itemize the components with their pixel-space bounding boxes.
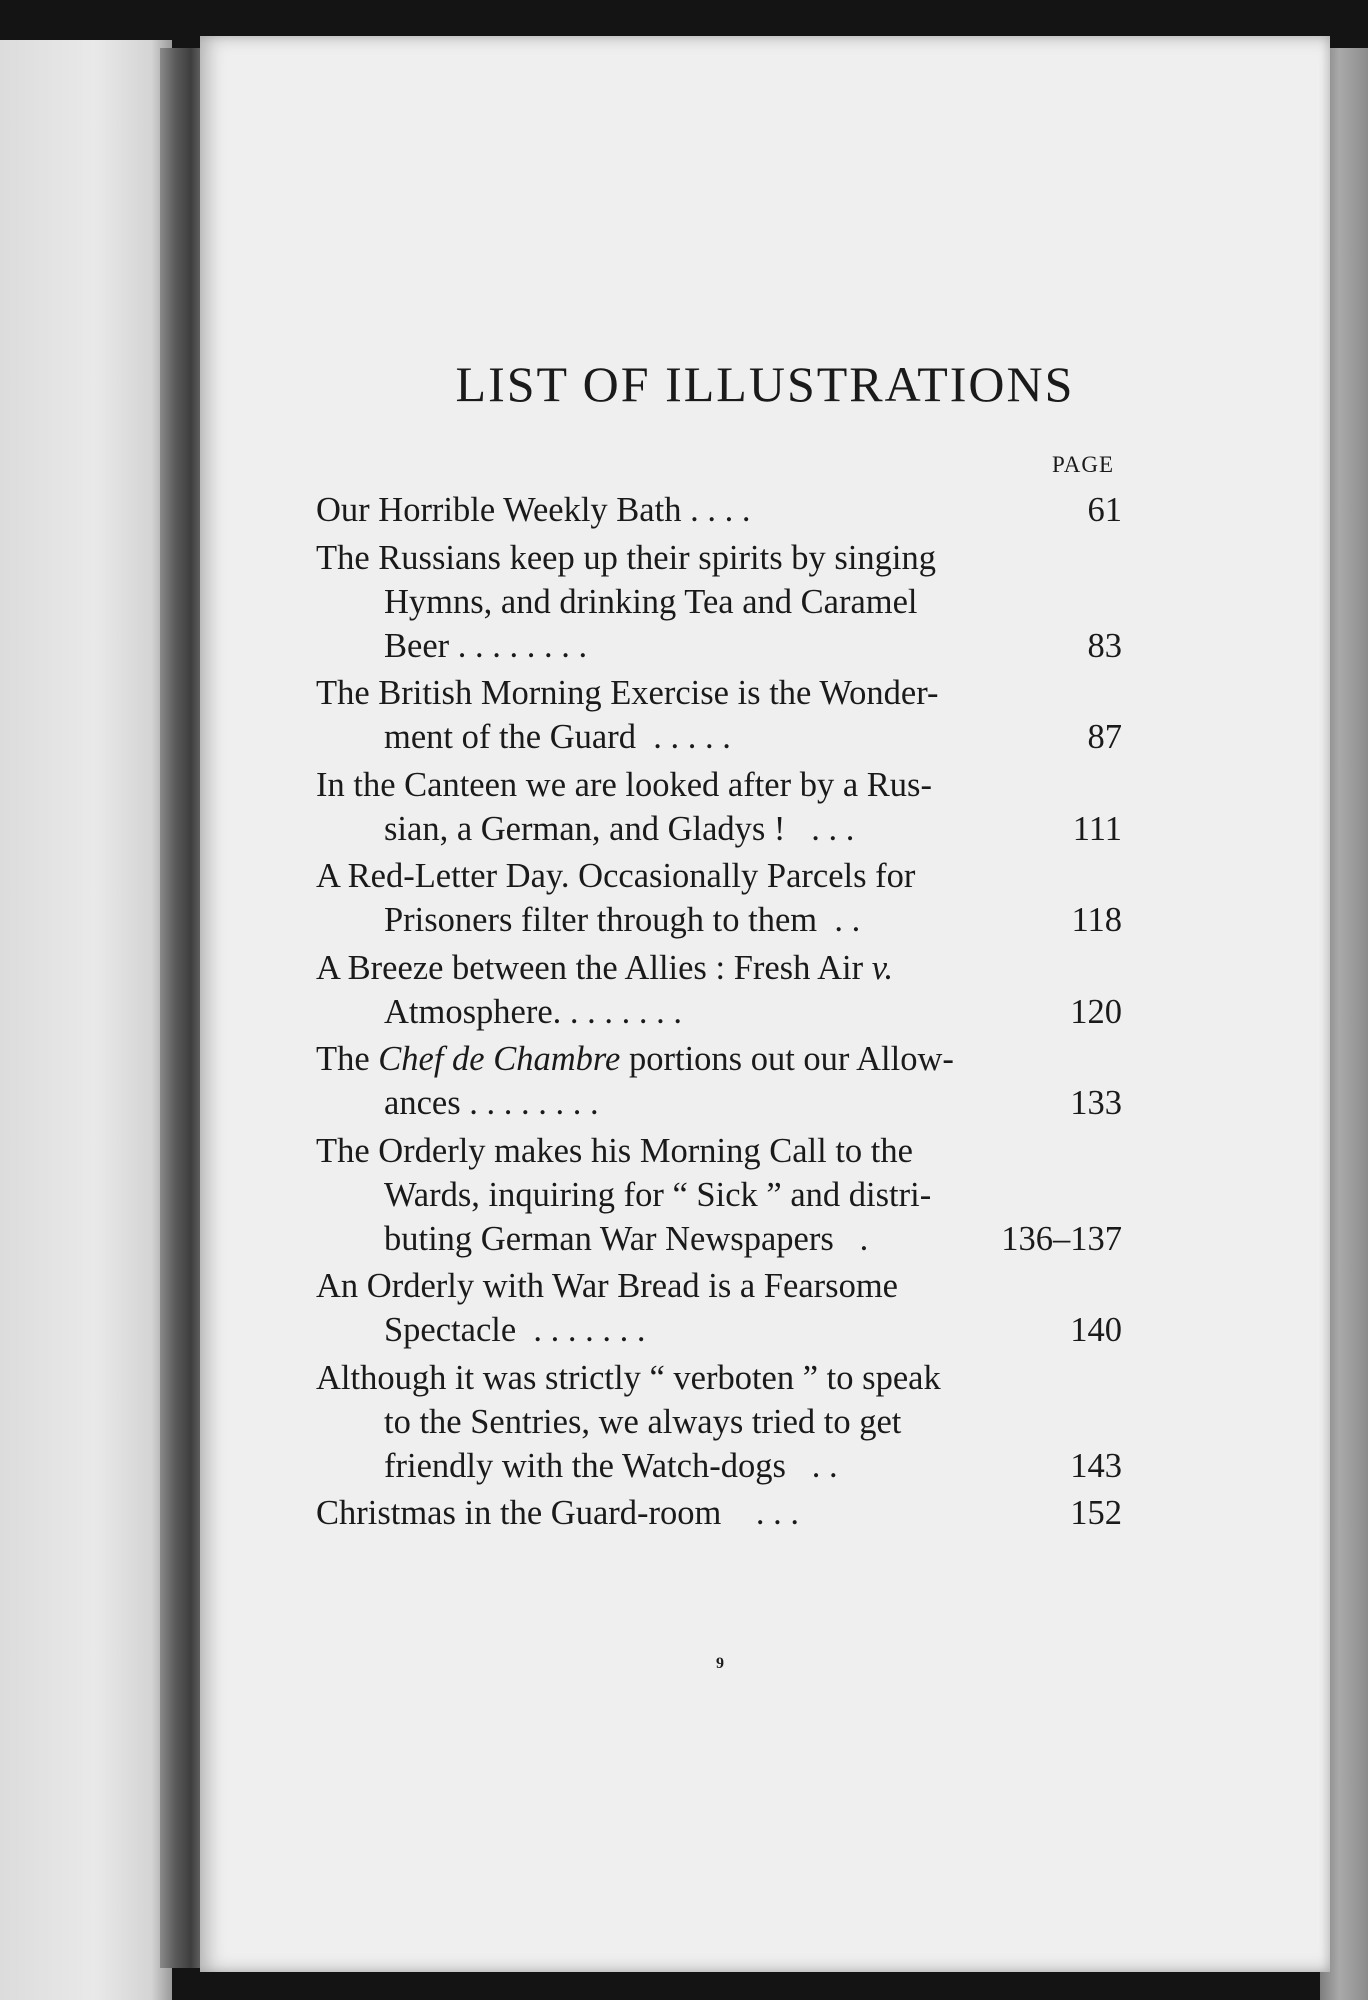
entry-title-line-1: An Orderly with War Bread is a Fearsome xyxy=(316,1267,898,1305)
dot-leader: . . . . . . . . xyxy=(469,1084,599,1122)
page-title: LIST OF ILLUSTRATIONS xyxy=(455,356,1075,412)
dot-leader: . . . xyxy=(755,1494,799,1532)
list-item xyxy=(316,1491,1122,1535)
entry-title-line-1: The Orderly makes his Morning Call to the xyxy=(316,1131,913,1170)
dot-leader: . . . . . . . . xyxy=(457,626,588,665)
list-item xyxy=(316,488,1122,532)
list-item xyxy=(316,946,1122,1034)
entry-title-line-1: A Red-Letter Day. Occasionally Parcels for xyxy=(316,857,916,895)
entry-title-line-2: sian, a German, and Gladys ! xyxy=(384,809,786,848)
list-item xyxy=(316,1129,1122,1261)
illustrations-list xyxy=(316,488,1122,1539)
facing-page-edge xyxy=(0,40,172,2000)
list-item xyxy=(316,763,1122,851)
entry-title-line-1: A Breeze between the Allies : Fresh Air xyxy=(316,948,872,987)
entry-title-line-3: friendly with the Watch-dogs xyxy=(384,1446,786,1485)
dot-leader: . . xyxy=(811,1446,838,1485)
list-item xyxy=(316,536,1122,668)
page-number: 118 xyxy=(1071,901,1122,939)
entry-title-line-1: Although it was strictly “ verboten ” to speak xyxy=(316,1358,941,1397)
dot-leader: . . . . . . . . xyxy=(552,992,683,1031)
dot-leader: . . . . xyxy=(690,491,751,529)
page-number: 87 xyxy=(1087,718,1122,756)
list-item xyxy=(316,1037,1122,1125)
page-column-header: PAGE xyxy=(1052,452,1114,477)
page-number: 61 xyxy=(1087,491,1122,529)
entry-title-line-2: Prisoners filter through to them xyxy=(384,901,818,939)
page-number: 143 xyxy=(1070,1446,1122,1485)
entry-title-line-1a: The xyxy=(316,1040,379,1078)
entry-title-line-2: to the Sentries, we always tried to get xyxy=(384,1402,902,1441)
entry-title-line-2: Wards, inquiring for “ Sick ” and distri- xyxy=(384,1175,932,1214)
entry-title: Our Horrible Weekly Bath xyxy=(316,491,682,529)
entry-title-line-1b: portions out our Allow- xyxy=(620,1040,954,1078)
dot-leader: . . . . . . . xyxy=(533,1311,646,1349)
entry-title-italic: Chef de Chambre xyxy=(378,1040,621,1078)
entry-title-line-1: In the Canteen we are looked after by a Rus- xyxy=(316,765,932,804)
list-item xyxy=(316,854,1122,942)
list-item xyxy=(316,1356,1122,1488)
entry-title-line-2: ment of the Guard xyxy=(384,718,636,756)
entry-title-line-1: The Russians keep up their spirits by singing xyxy=(316,538,936,577)
entry-title-line-3: Beer xyxy=(384,626,450,665)
list-item xyxy=(316,671,1122,759)
page-number: 140 xyxy=(1070,1311,1122,1349)
dot-leader: . . xyxy=(834,901,861,939)
entry-title: Christmas in the Guard-room xyxy=(316,1494,722,1532)
page-number: 111 xyxy=(1072,809,1122,848)
page-number: 136–137 xyxy=(1001,1219,1122,1258)
entry-title-italic: v. xyxy=(871,948,894,987)
entry-title-line-2: Atmosphere xyxy=(384,992,553,1031)
entry-title-line-2: Spectacle xyxy=(384,1311,517,1349)
entry-title-line-3: buting German War Newspapers xyxy=(384,1219,834,1258)
folio-page-number: 9 xyxy=(716,1655,724,1672)
dot-leader: . xyxy=(859,1219,869,1258)
page-number: 152 xyxy=(1070,1494,1122,1532)
entry-title-line-1: The British Morning Exercise is the Wonder- xyxy=(316,674,939,712)
page-number: 133 xyxy=(1070,1084,1122,1122)
entry-title-line-2: Hymns, and drinking Tea and Caramel xyxy=(384,582,918,621)
dot-leader: . . . . . xyxy=(653,718,731,756)
page-number: 83 xyxy=(1087,626,1122,665)
list-item xyxy=(316,1264,1122,1352)
book-gutter xyxy=(160,48,204,1968)
entry-title-line-2: ances xyxy=(384,1084,461,1122)
page-number: 120 xyxy=(1070,992,1122,1031)
dot-leader: . . . xyxy=(811,809,855,848)
